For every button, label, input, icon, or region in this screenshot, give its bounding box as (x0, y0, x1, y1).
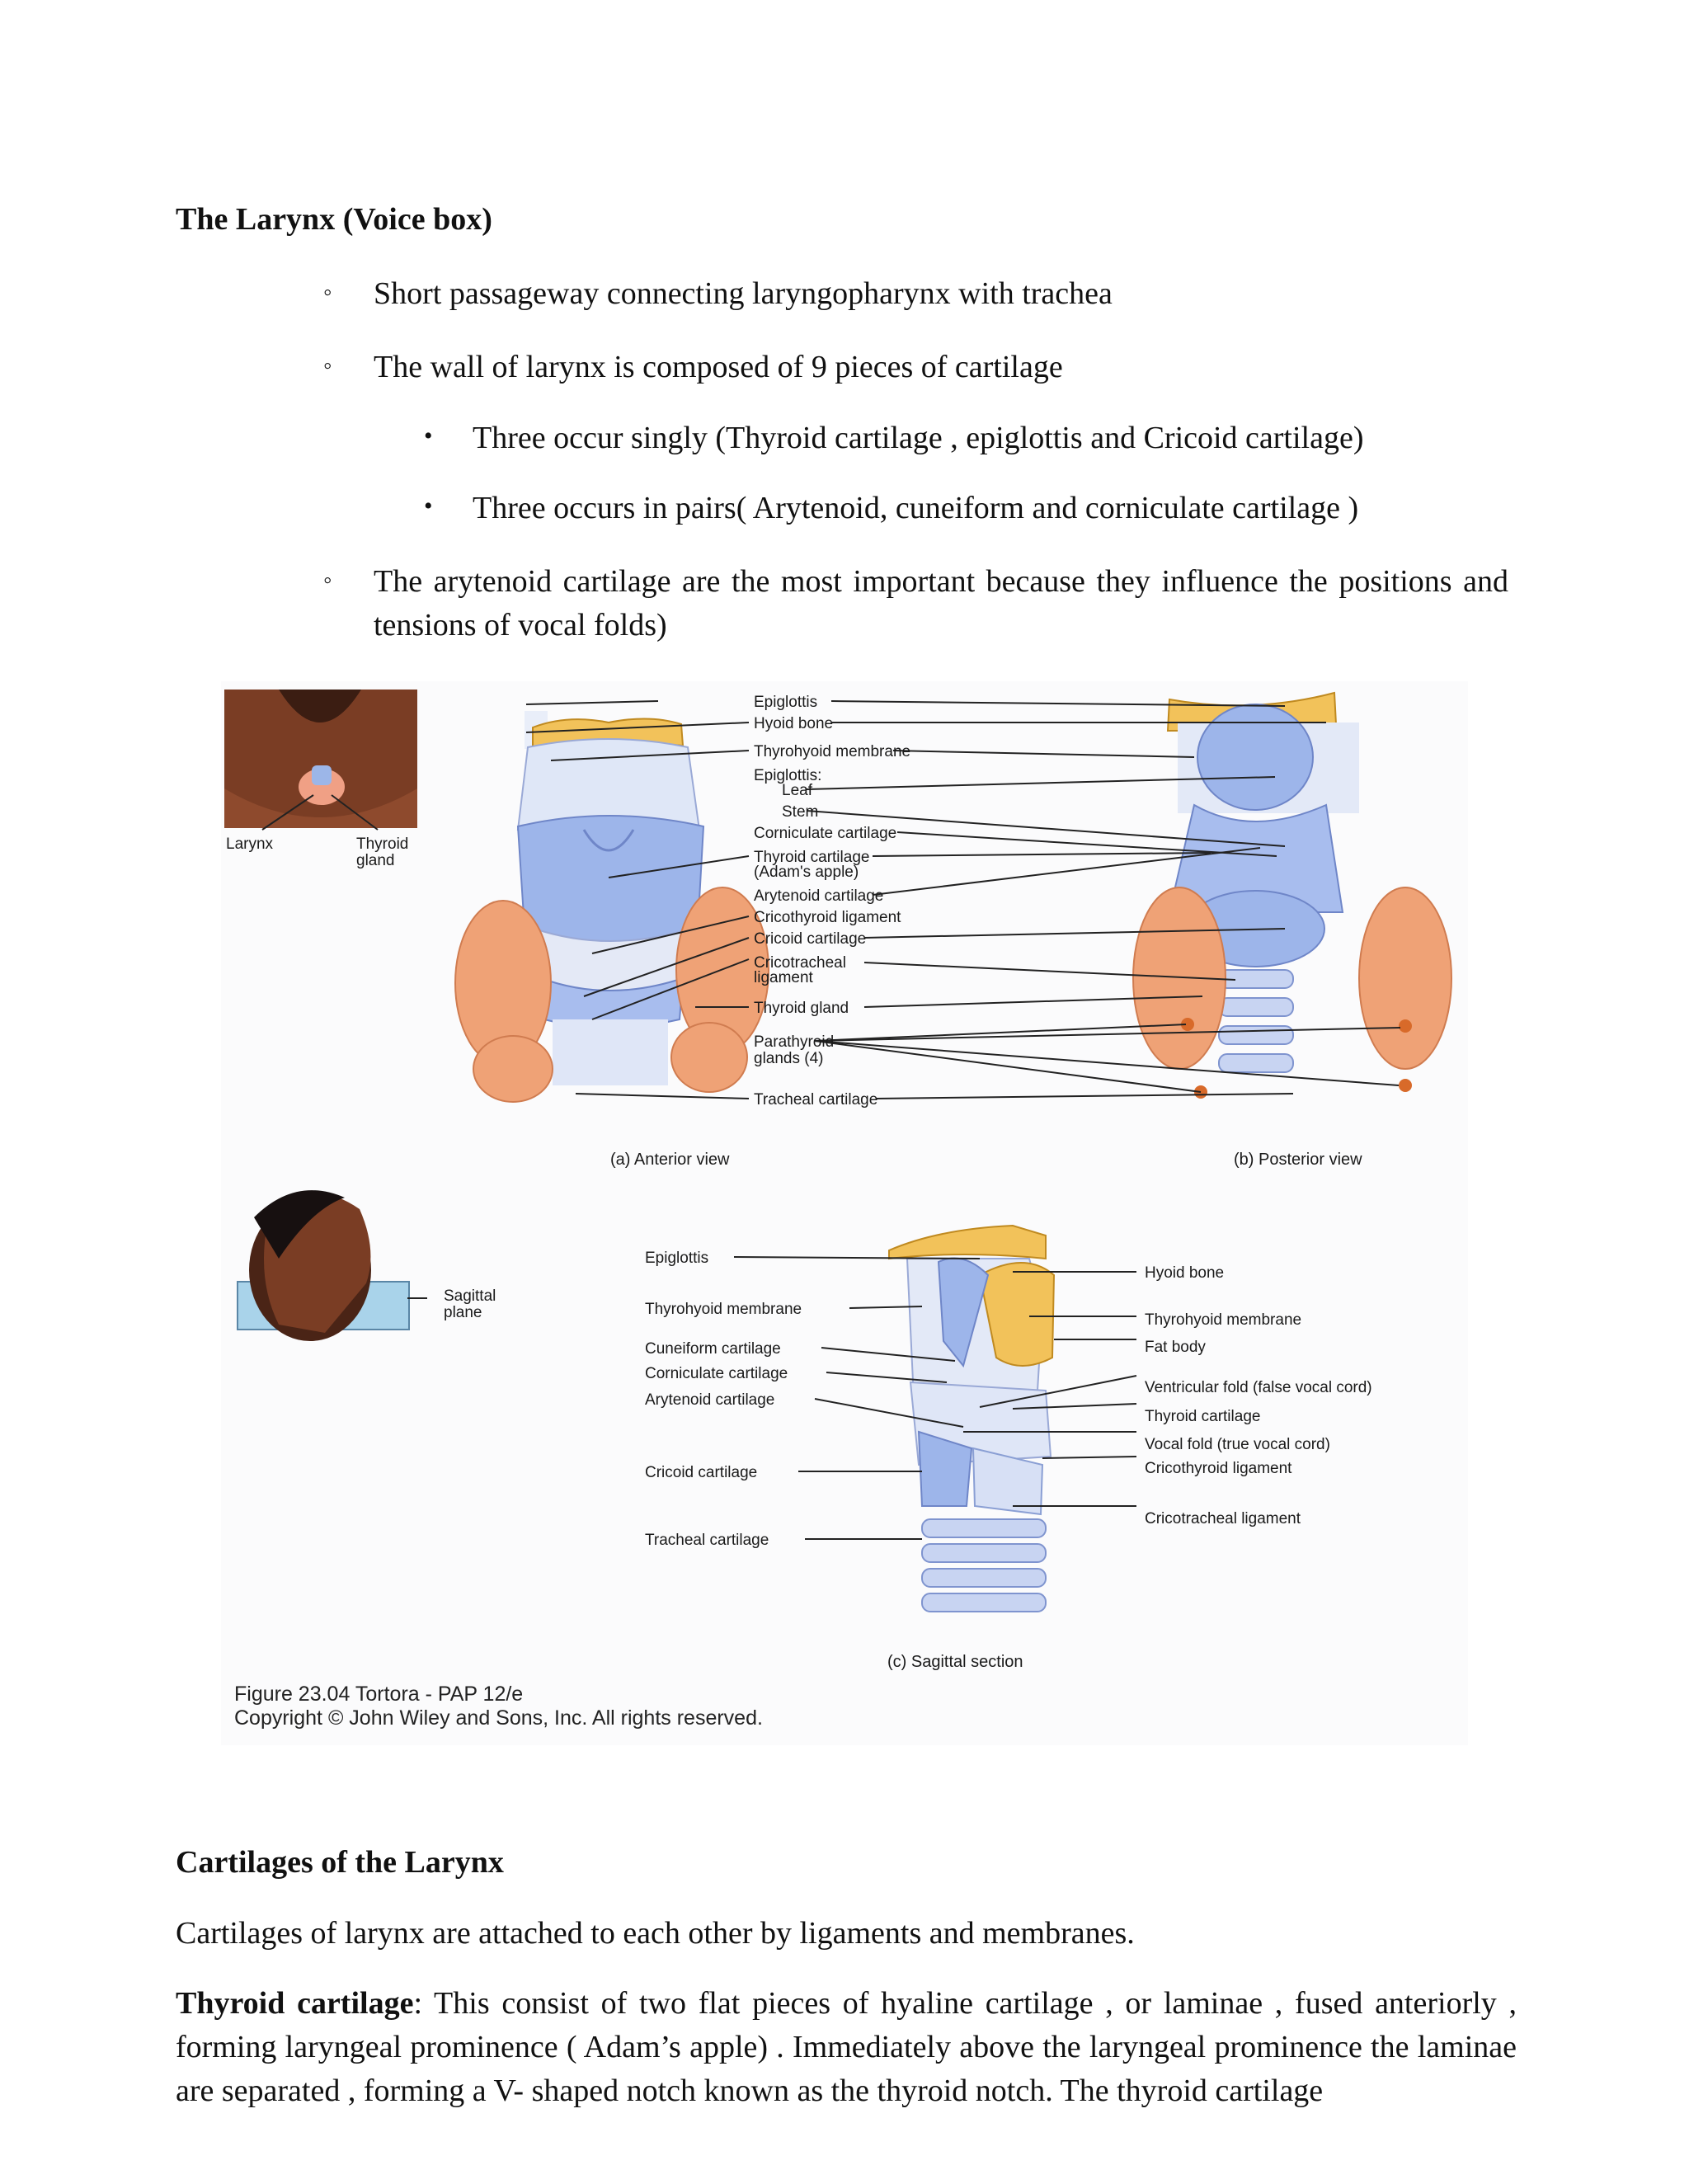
label-plane: plane (444, 1304, 482, 1321)
thyroid-description: : This consist of two flat pieces of hyaline cartilage , or laminae , fused anteriorly , forming laryngeal prominence ( Adam’s apple) . Immediately above the laryngeal prominence the laminae are separated , forming a V- shaped notch known as the thyroid notch. The thyroid cartilage (176, 1986, 1517, 2108)
anterior-larynx-drawing (455, 711, 769, 1102)
bullet-dot-icon: • (424, 422, 433, 450)
bullet-open-icon: ◦ (323, 567, 332, 594)
bullet-open-icon: ◦ (323, 352, 332, 379)
sagittal-larynx-drawing (889, 1226, 1054, 1612)
figure-credit: Figure 23.04 Tortora - PAP 12/e (234, 1683, 524, 1706)
label-sagittal: Sagittal (444, 1287, 496, 1305)
label-leaf: Leaf (782, 782, 812, 799)
bullet-text-2: The wall of larynx is composed of 9 pieces of cartilage (374, 350, 1063, 384)
label-tracheal-cartilage: Tracheal cartilage (754, 1091, 878, 1108)
bullet-dot-icon: • (424, 492, 433, 520)
caption-anterior: (a) Anterior view (610, 1151, 730, 1169)
label-thyroid-gland-1: Thyroid (356, 835, 409, 853)
label-larynx: Larynx (226, 835, 274, 853)
head-profile-inset (238, 1190, 427, 1341)
label-thyroid-gland: Thyroid gland (754, 1000, 849, 1017)
label-cricotracheal-1: Cricotracheal (754, 954, 846, 972)
label-cricotracheal-2: ligament (754, 969, 813, 986)
label-sag-thyrohyoid: Thyrohyoid membrane (645, 1301, 802, 1318)
label-cricothyroid-ligament: Cricothyroid ligament (754, 909, 901, 926)
label-thyroid-cartilage-2: (Adam's apple) (754, 864, 859, 881)
bullet-open-icon: ◦ (323, 279, 332, 306)
bullet-text-1: Short passageway connecting laryngopharynx with trachea (374, 276, 1113, 311)
label-stem: Stem (782, 803, 819, 821)
label-sag-ventricular: Ventricular fold (false vocal cord) (1145, 1379, 1372, 1396)
label-sag-arytenoid: Arytenoid cartilage (645, 1391, 775, 1409)
larynx-figure-svg (221, 681, 1468, 1745)
term-thyroid-cartilage: Thyroid cartilage (176, 1986, 414, 2021)
label-sag-thyroid: Thyroid cartilage (1145, 1408, 1261, 1425)
label-thyrohyoid-membrane: Thyrohyoid membrane (754, 743, 911, 760)
neck-inset (224, 690, 417, 830)
caption-posterior: (b) Posterior view (1234, 1151, 1362, 1169)
posterior-larynx-drawing (1133, 693, 1451, 1099)
label-sag-thyrohyoid-r: Thyrohyoid membrane (1145, 1311, 1302, 1329)
label-sag-vocal: Vocal fold (true vocal cord) (1145, 1436, 1330, 1453)
figure-copyright: Copyright © John Wiley and Sons, Inc. All rights reserved. (234, 1706, 763, 1730)
label-thyroid-cartilage-1: Thyroid cartilage (754, 849, 870, 866)
label-parathyroid-1: Parathyroid (754, 1033, 835, 1051)
label-sag-fat: Fat body (1145, 1339, 1206, 1356)
label-parathyroid-2: glands (4) (754, 1050, 824, 1067)
label-sag-epiglottis: Epiglottis (645, 1250, 709, 1267)
label-arytenoid: Arytenoid cartilage (754, 887, 884, 905)
section-paragraph-2 (176, 1982, 1517, 2113)
label-corniculate: Corniculate cartilage (754, 825, 897, 842)
label-sag-cricotracheal: Cricotracheal ligament (1145, 1510, 1301, 1527)
section-paragraph-1: Cartilages of larynx are attached to each other by ligaments and membranes. (176, 1916, 1135, 1951)
larynx-figure (221, 681, 1468, 1745)
label-cricoid: Cricoid cartilage (754, 930, 867, 948)
label-sag-cricothyroid: Cricothyroid ligament (1145, 1460, 1292, 1477)
sub-bullet-text-1: Three occur singly (Thyroid cartilage , epiglottis and Cricoid cartilage) (473, 421, 1364, 455)
bullet-text-3: The arytenoid cartilage are the most important because they influence the positions and tensions of vocal folds) (374, 564, 1508, 642)
label-epiglottis-colon: Epiglottis: (754, 767, 822, 784)
label-hyoid-bone: Hyoid bone (754, 715, 834, 732)
section-heading: Cartilages of the Larynx (176, 1845, 504, 1880)
label-sag-cuneiform: Cuneiform cartilage (645, 1340, 781, 1358)
sub-bullet-text-2: Three occurs in pairs( Arytenoid, cuneiform and corniculate cartilage ) (473, 491, 1359, 525)
label-sag-tracheal: Tracheal cartilage (645, 1532, 769, 1549)
page-title: The Larynx (Voice box) (176, 202, 492, 237)
label-sag-cricoid: Cricoid cartilage (645, 1464, 758, 1481)
caption-sagittal: (c) Sagittal section (887, 1653, 1023, 1671)
label-sag-corniculate: Corniculate cartilage (645, 1365, 788, 1382)
label-epiglottis: Epiglottis (754, 694, 818, 711)
label-thyroid-gland-2: gland (356, 852, 395, 869)
label-sag-hyoid: Hyoid bone (1145, 1264, 1225, 1282)
